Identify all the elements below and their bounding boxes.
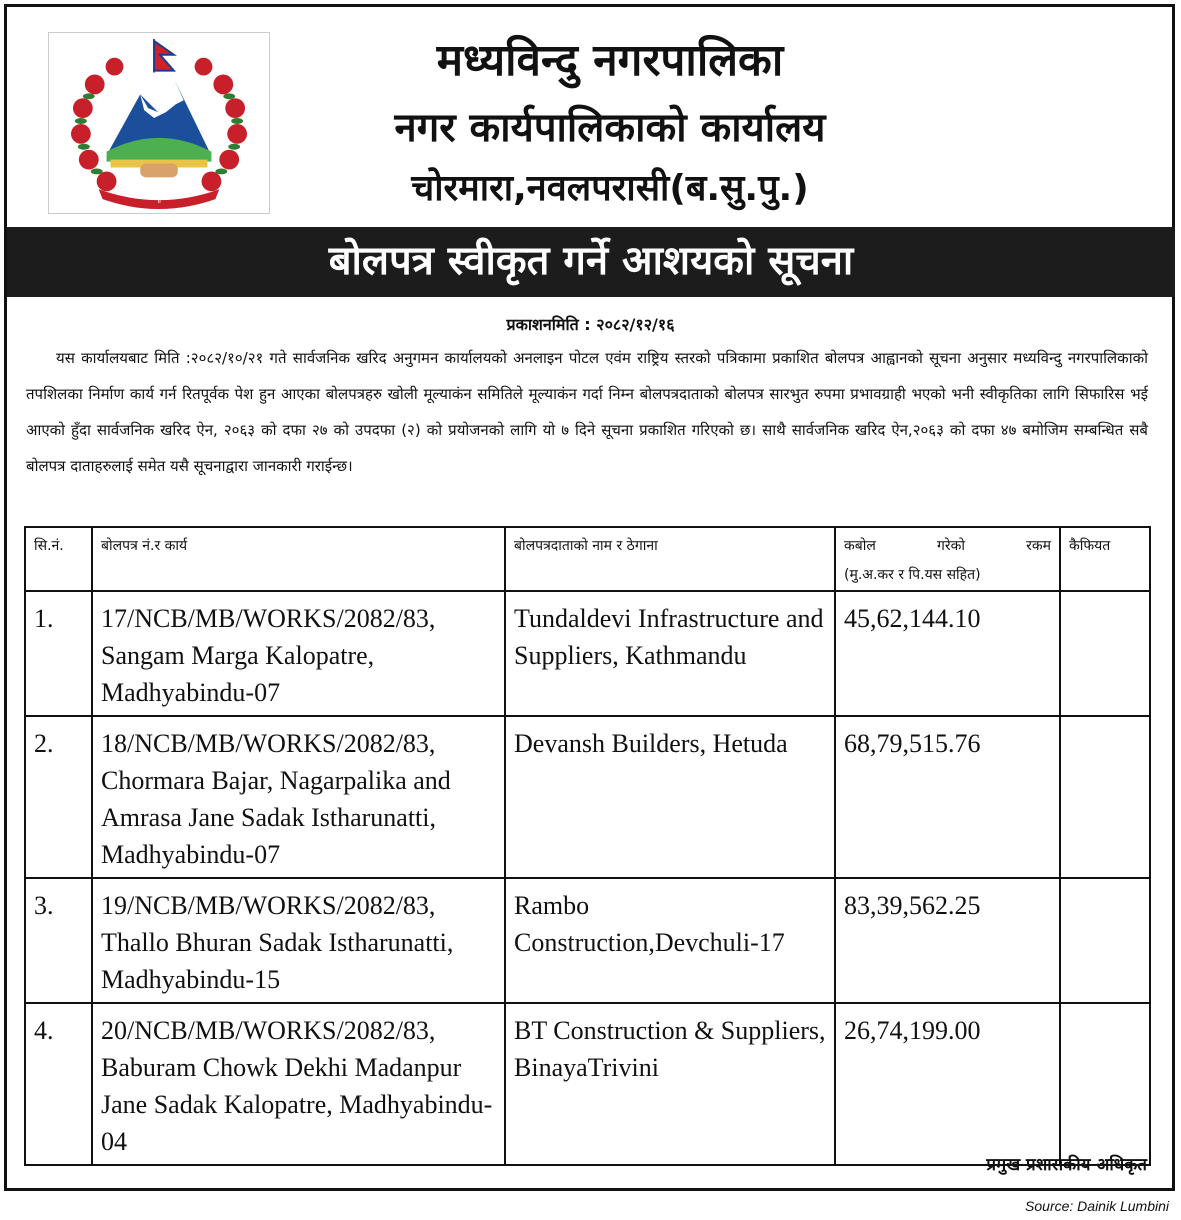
source-credit: Source: Dainik Lumbini [1025,1198,1169,1214]
row-bidder: Tundaldevi Infrastructure and Suppliers, Kathmandu [505,591,835,716]
row-amount: 83,39,562.25 [835,878,1060,1003]
table-row [25,1003,1150,1165]
header-work: बोलपत्र नं.र कार्य [92,527,505,591]
notice-body: यस कार्यालयबाट मिति :२०८२/१०/२१ गते सार्वजनिक खरिद अनुगमन कार्यालयको अनलाइन पोटल एवंम राष्ट्रिय स्तरको पत्रिकामा प्रकाशित बोलपत्र आह्वानको सूचना अनुसार मध्यविन्दु नगरपालिकाको तपशिलका निर्माण कार्य गर्न रितपूर्वक पेश हुन आएका बोलपत्रहरु खोली मूल्याकंन समितिले मूल्याकंन गर्दा निम्न बोलपत्रदाताको बोलपत्र सारभुत रुपमा प्रभावग्राही भएको भनी स्वीकृतिका लागि सिफारिस भई आएको हुँदा सार्वजनिक खरिद ऐन, २०६३ को दफा २७ को उपदफा (२) को प्रयोजनको लागि यो ७ दिने सूचना प्रकाशित गरिएको छ। साथै सार्वजनिक खरिद ऐन,२०६३ को दफा ४७ बमोजिम सम्बन्धित सबै बोलपत्र दाताहरुलाई समेत यसै सूचनाद्वारा जानकारी गराईन्छ। [26,349,1148,475]
table-row [25,878,1150,1003]
svg-text:॥: ॥ [156,197,162,206]
table-row [25,591,1150,716]
municipality-name: मध्यविन्दु नगरपालिका [436,35,784,86]
row-work: 20/NCB/MB/WORKS/2082/83, Baburam Chowk Dekhi Madanpur Jane Sadak Kalopatre, Madhyabindu-04 [92,1003,505,1165]
row-work: 19/NCB/MB/WORKS/2082/83, Thallo Bhuran Sadak Istharunatti, Madhyabindu-15 [92,878,505,1003]
row-amount: 45,62,144.10 [835,591,1060,716]
row-remarks [1060,716,1150,878]
row-bidder: Devansh Builders, Hetuda [505,716,835,878]
row-bidder: BT Construction & Suppliers, BinayaTrivini [505,1003,835,1165]
header-amount-line2: (मु.अ.कर र पि.यस सहित) [844,567,981,583]
header-remarks: कैफियत [1060,527,1150,591]
header-amount [835,527,1060,591]
row-remarks [1060,591,1150,716]
row-remarks [1060,1003,1150,1165]
header-bidder: बोलपत्रदाताको नाम र ठेगाना [505,527,835,591]
nepal-emblem-icon [48,32,270,214]
row-sn: 1. [25,591,92,716]
office-address: चोरमारा,नवलपरासी(ब.सु.पु.) [411,168,809,209]
bid-table [24,526,1151,1166]
office-name: नगर कार्यपालिकाको कार्यालय [394,105,826,151]
row-sn: 4. [25,1003,92,1165]
table-header-row [25,527,1150,591]
row-work: 18/NCB/MB/WORKS/2082/83, Chormara Bajar, Nagarpalika and Amrasa Jane Sadak Istharunatti, Madhyabindu-07 [92,716,505,878]
row-remarks [1060,878,1150,1003]
row-sn: 3. [25,878,92,1003]
header-sn: सि.नं. [25,527,92,591]
table-row [25,716,1150,878]
publish-date: प्रकाशनमिति : २०८२/१२/१६ [506,315,675,334]
row-amount: 68,79,515.76 [835,716,1060,878]
row-amount: 26,74,199.00 [835,1003,1060,1165]
row-work: 17/NCB/MB/WORKS/2082/83, Sangam Marga Kalopatre, Madhyabindu-07 [92,591,505,716]
notice-title-banner: बोलपत्र स्वीकृत गर्ने आशयको सूचना [7,227,1175,297]
header-amount-line1: कबोल गरेको रकम [844,538,1051,554]
row-sn: 2. [25,716,92,878]
signature-title: प्रमुख प्रशासकीय अधिकृत [986,1155,1147,1175]
row-bidder: Rambo Construction,Devchuli-17 [505,878,835,1003]
